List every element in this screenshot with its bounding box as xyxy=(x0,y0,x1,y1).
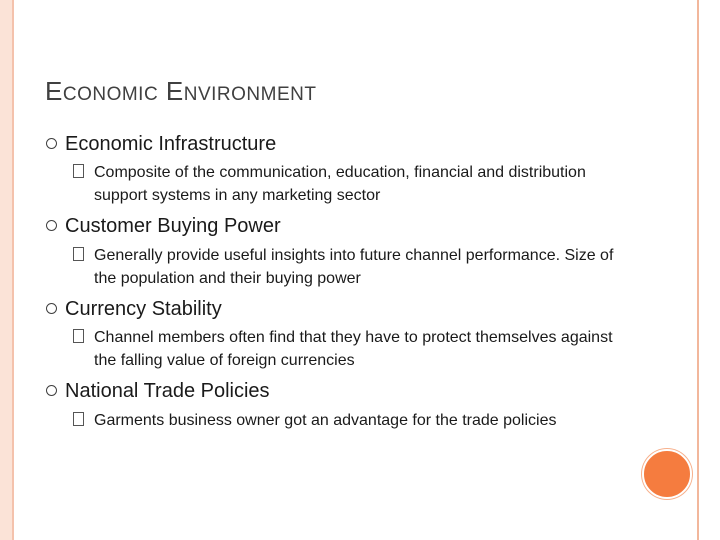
right-rule-decoration xyxy=(697,0,699,540)
square-bullet-icon xyxy=(72,327,94,345)
list-item-label: National Trade Policies xyxy=(65,380,270,402)
sub-item-national-trade-policies xyxy=(72,409,614,432)
circle-bullet-icon xyxy=(45,300,65,320)
sub-item-text: Garments business owner got an advantage for the trade policies xyxy=(94,412,557,429)
sub-item-text: Composite of the communication, education, financial and distribution support systems in any marketing sector xyxy=(94,164,586,204)
square-bullet-icon xyxy=(72,245,94,263)
list-item-national-trade-policies xyxy=(45,380,270,403)
list-item-label: Currency Stability xyxy=(65,298,222,320)
slide-title xyxy=(45,76,316,107)
title-rest-2: NVIRONMENT xyxy=(183,84,317,105)
circle-bullet-icon xyxy=(45,135,65,155)
sub-item-currency-stability xyxy=(72,326,614,372)
sub-item-text: Channel members often find that they have to protect themselves against the falling value of foreign currencies xyxy=(94,329,613,369)
list-item-label: Economic Infrastructure xyxy=(65,133,277,155)
sub-item-economic-infrastructure xyxy=(72,161,614,207)
sub-item-text: Generally provide useful insights into future channel performance. Size of the population and their buying power xyxy=(94,247,614,287)
square-bullet-icon xyxy=(72,410,94,428)
sub-item-customer-buying-power xyxy=(72,244,614,290)
orange-circle-decoration xyxy=(642,449,692,499)
circle-bullet-icon xyxy=(45,217,65,237)
left-border-decoration xyxy=(0,0,18,540)
list-item-label: Customer Buying Power xyxy=(65,215,281,237)
square-bullet-icon xyxy=(72,162,94,180)
circle-bullet-icon xyxy=(45,382,65,402)
list-item-customer-buying-power xyxy=(45,215,281,238)
title-initial-2: E xyxy=(165,76,184,106)
list-item-currency-stability xyxy=(45,298,222,321)
title-initial-1: E xyxy=(45,76,63,106)
list-item-economic-infrastructure xyxy=(45,133,276,156)
title-rest-1: CONOMIC xyxy=(62,84,159,105)
